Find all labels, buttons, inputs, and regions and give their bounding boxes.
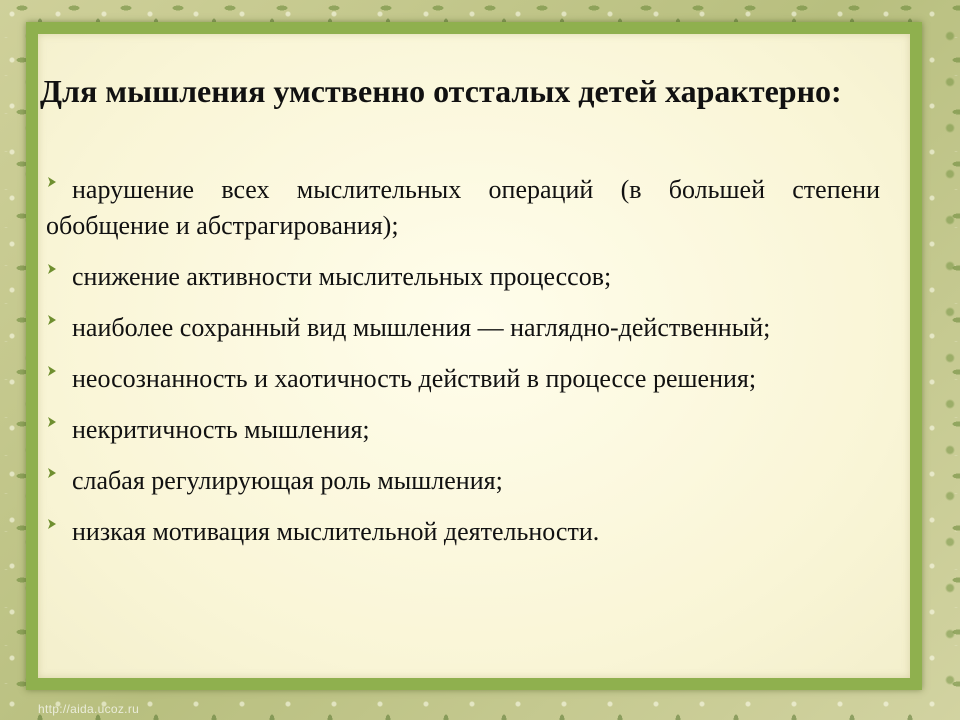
slide-content [38,34,910,678]
list-item-text: слабая регулирующая роль мышления; [72,466,503,495]
list-item [46,412,880,448]
list-item [46,463,880,499]
arrowhead-bullet-icon [46,467,60,481]
list-item [46,514,880,550]
list-item [46,259,880,295]
list-item-text: нарушение всех мыслительных операций (в большей степени обобщение и абстрагирования); [46,175,880,240]
list-item [46,172,880,244]
slide-title: Для мышления умственно отсталых детей характерно: [40,73,842,109]
list-item-text: снижение активности мыслительных процессов; [72,262,612,291]
list-item-text: некритичность мышления; [72,415,370,444]
arrowhead-bullet-icon [46,518,60,532]
list-item [46,361,880,397]
arrowhead-bullet-icon [46,176,60,190]
watermark: http://aida.ucoz.ru [38,702,140,716]
arrowhead-bullet-icon [46,263,60,277]
arrowhead-bullet-icon [46,416,60,430]
bullet-list [46,172,880,565]
list-item-text: неосознанность и хаотичность действий в процессе решения; [72,364,757,393]
list-item [46,310,880,346]
list-item-text: низкая мотивация мыслительной деятельности. [72,517,600,546]
arrowhead-bullet-icon [46,314,60,328]
arrowhead-bullet-icon [46,365,60,379]
slide-frame [26,22,922,690]
list-item-text: наиболее сохранный вид мышления — наглядно-действенный; [72,313,771,342]
slide-panel [38,34,910,678]
